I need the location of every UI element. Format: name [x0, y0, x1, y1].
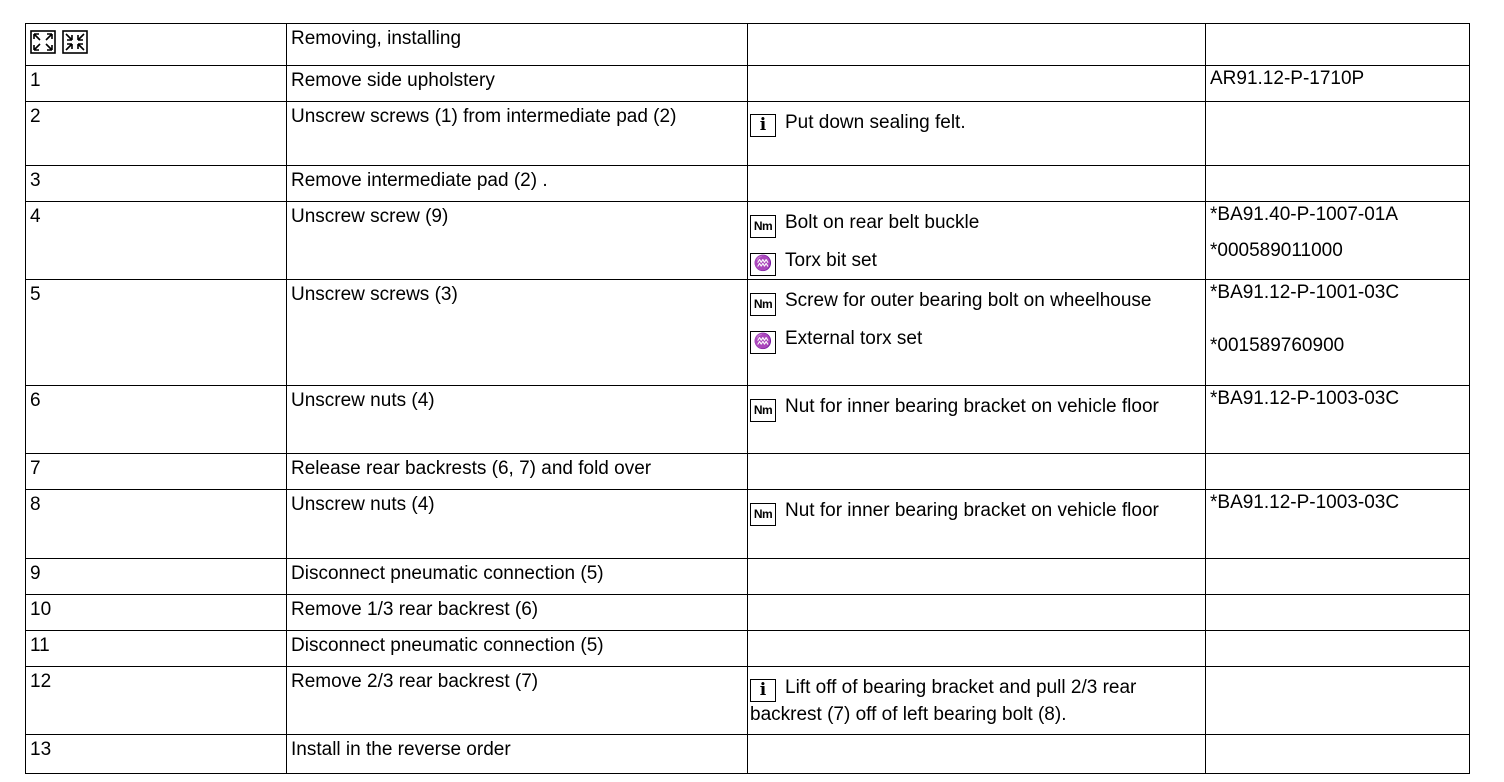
step-refs [1206, 631, 1470, 667]
reference-code: *001589760900 [1210, 335, 1345, 356]
step-refs [1206, 202, 1470, 280]
tool-icon: ♒ [750, 331, 776, 354]
reference-code: *BA91.12-P-1003-03C [1210, 492, 1400, 513]
step-refs [1206, 386, 1470, 454]
note-entry [750, 280, 1201, 316]
note-entry [750, 490, 1201, 526]
step-action: Remove 1/3 rear backrest (6) [287, 595, 748, 631]
step-row [26, 454, 1470, 490]
step-action: Remove intermediate pad (2) . [287, 166, 748, 202]
step-notes [748, 667, 1206, 735]
step-number: 3 [26, 166, 287, 202]
step-number: 9 [26, 559, 287, 595]
step-action: Release rear backrests (6, 7) and fold over [287, 454, 748, 490]
step-number: 12 [26, 667, 287, 735]
step-number: 8 [26, 490, 287, 559]
step-notes [748, 66, 1206, 102]
note-text: Nut for inner bearing bracket on vehicle floor [785, 500, 1159, 521]
header-refs-cell [1206, 24, 1470, 66]
procedure-table [25, 23, 1470, 774]
step-action: Install in the reverse order [287, 735, 748, 774]
step-notes [748, 102, 1206, 166]
note-text: Screw for outer bearing bolt on wheelhouse [785, 290, 1152, 311]
note-entry [750, 386, 1201, 422]
step-refs [1206, 66, 1470, 102]
step-row [26, 595, 1470, 631]
torque-nm-icon: Nm [750, 293, 776, 316]
step-row [26, 735, 1470, 774]
step-row [26, 631, 1470, 667]
step-refs [1206, 735, 1470, 774]
step-notes [748, 735, 1206, 774]
step-row [26, 280, 1470, 386]
step-number: 13 [26, 735, 287, 774]
note-entry [750, 202, 1201, 238]
step-number: 11 [26, 631, 287, 667]
info-icon: i [750, 114, 776, 137]
note-text: Nut for inner bearing bracket on vehicle floor [785, 396, 1159, 417]
step-notes [748, 595, 1206, 631]
torque-nm-icon: Nm [750, 503, 776, 526]
step-notes [748, 280, 1206, 386]
note-entry [750, 102, 1201, 137]
step-action: Remove side upholstery [287, 66, 748, 102]
step-action: Unscrew screw (9) [287, 202, 748, 280]
reference-code: *BA91.12-P-1003-03C [1210, 388, 1400, 409]
step-number: 6 [26, 386, 287, 454]
info-icon: i [750, 679, 776, 702]
reference-code: *BA91.12-P-1001-03C [1210, 282, 1400, 303]
step-notes [748, 386, 1206, 454]
step-row [26, 166, 1470, 202]
reference-code: *BA91.40-P-1007-01A [1210, 204, 1399, 225]
header-row [26, 24, 1470, 66]
torque-nm-icon: Nm [750, 215, 776, 238]
tool-icon: ♒ [750, 253, 776, 276]
note-entry [750, 316, 1201, 354]
step-row [26, 667, 1470, 735]
step-number: 7 [26, 454, 287, 490]
step-refs [1206, 166, 1470, 202]
step-action: Disconnect pneumatic connection (5) [287, 559, 748, 595]
step-notes [748, 559, 1206, 595]
step-notes [748, 631, 1206, 667]
note-text: Bolt on rear belt buckle [785, 212, 980, 233]
torque-nm-icon: Nm [750, 399, 776, 422]
header-icons-cell [26, 24, 287, 66]
header-title: Removing, installing [287, 24, 748, 66]
step-refs [1206, 559, 1470, 595]
step-row [26, 202, 1470, 280]
step-refs [1206, 490, 1470, 559]
step-action: Unscrew screws (1) from intermediate pad (2) [287, 102, 748, 166]
header-notes-cell [748, 24, 1206, 66]
step-notes [748, 202, 1206, 280]
step-refs [1206, 667, 1470, 735]
step-number: 2 [26, 102, 287, 166]
step-number: 10 [26, 595, 287, 631]
reference-code: AR91.12-P-1710P [1210, 68, 1365, 89]
step-action: Disconnect pneumatic connection (5) [287, 631, 748, 667]
step-row [26, 102, 1470, 166]
step-number: 1 [26, 66, 287, 102]
step-row [26, 386, 1470, 454]
reference-code: *000589011000 [1210, 240, 1343, 261]
step-notes [748, 454, 1206, 490]
note-text: External torx set [785, 328, 923, 349]
note-text: Lift off of bearing bracket and pull 2/3 rear backrest (7) off of left bearing bolt (8). [750, 677, 1137, 725]
collapse-arrows-icon [62, 30, 88, 54]
step-refs [1206, 102, 1470, 166]
note-entry [750, 238, 1201, 276]
step-action: Unscrew screws (3) [287, 280, 748, 386]
step-row [26, 66, 1470, 102]
step-row [26, 559, 1470, 595]
step-action: Unscrew nuts (4) [287, 490, 748, 559]
note-text: Put down sealing felt. [785, 112, 966, 133]
step-number: 5 [26, 280, 287, 386]
step-row [26, 490, 1470, 559]
step-refs [1206, 595, 1470, 631]
step-action: Remove 2/3 rear backrest (7) [287, 667, 748, 735]
expand-arrows-icon [30, 30, 56, 54]
note-text: Torx bit set [785, 250, 877, 271]
step-action: Unscrew nuts (4) [287, 386, 748, 454]
step-notes [748, 166, 1206, 202]
step-refs [1206, 280, 1470, 386]
step-number: 4 [26, 202, 287, 280]
note-entry [750, 667, 1201, 727]
step-refs [1206, 454, 1470, 490]
step-notes [748, 490, 1206, 559]
